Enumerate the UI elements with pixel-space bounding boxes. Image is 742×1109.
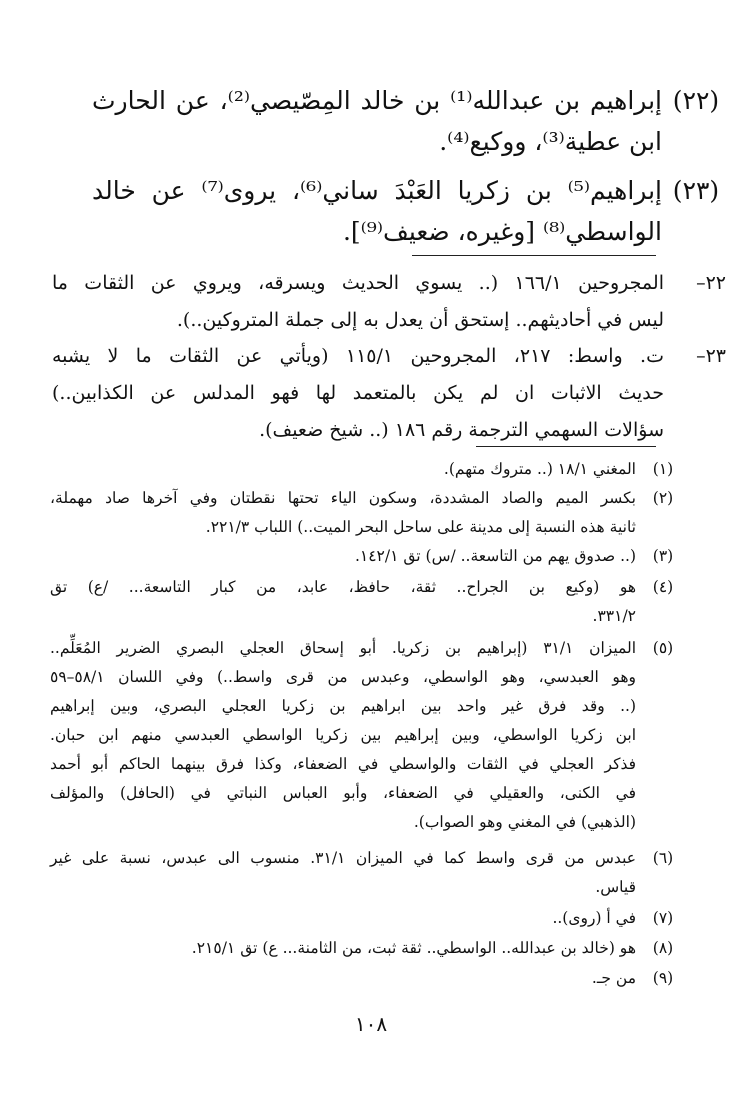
footnote-line: من جـ.: [591, 969, 636, 987]
footnote-5: [50, 634, 674, 837]
footnote-line: هو (وكيع بن الجراح.. ثقة، حافظ، عابد، من كبار التاسعة... /ع) تق: [50, 578, 636, 596]
takhrij-line: سؤالات السهمي الترجمة رقم ١٨٦ (.. شيخ ضعيف).: [259, 419, 664, 441]
footnote-line: (.. صدوق يهم من التاسعة.. /س) تق ١٤٢/١.: [354, 547, 636, 565]
footnote-line: ابن زكريا الواسطي، وبين إبراهيم بين زكريا الواسطي العبدسي منهم ابن حبان.: [50, 726, 636, 744]
footnote-9: [50, 964, 674, 993]
footnote-line: قياس.: [595, 878, 636, 896]
footnote-line: بكسر الميم والصاد المشددة، وسكون الياء تحتها نقطتان وفي آخرها صاد مهملة،: [50, 489, 636, 507]
footnote-number: (٩): [652, 969, 674, 987]
takhrij-line: ليس في أحاديثهم.. إستحق أن يعدل به إلى جملة المتروكين..).: [176, 309, 664, 331]
footnote-line: (.. وقد فرق غير واحد بين ابراهيم بن زكريا العجلي البصري، وبين إبراهيم: [50, 697, 636, 715]
page-number: ١٠٨: [354, 1012, 388, 1036]
main-entry-23: [92, 170, 720, 252]
footnote-number: (٣): [652, 547, 674, 565]
entry-number: (٢٣): [672, 176, 720, 205]
main-entry-22: [92, 80, 720, 162]
footnote-line: فذكر العجلي في الثقات والواسطي في الضعفاء، وكذا فرق بينهما الحاكم أبو أحمد: [50, 755, 636, 773]
footnote-line: ٣٣١/٢.: [592, 607, 636, 625]
footnote-4: [50, 573, 674, 631]
entry-line: الواسطي⁽⁸⁾ [وغيره، ضعيف⁽⁹⁾].: [342, 217, 662, 246]
footnote-1: [50, 455, 674, 484]
footnote-line: (الذهبي) في المغني وهو الصواب).: [413, 813, 636, 831]
footnote-divider: [476, 446, 656, 447]
footnote-number: (٥): [652, 639, 674, 657]
footnote-number: (٨): [652, 939, 674, 957]
footnote-line: ثانية هذه النسبة إلى مدينة على ساحل البحر الميت..) اللباب ٢٢١/٣.: [205, 518, 636, 536]
footnote-line: الميزان ٣١/١ (إبراهيم بن زكريا. أبو إسحاق العجلي البصري الضرير المُعَلِّم..: [50, 639, 636, 657]
footnote-number: (١): [652, 460, 674, 478]
footnote-line: عبدس من قرى واسط كما في الميزان ٣١/١. منسوب الى عبدس، نسبة على غير: [50, 849, 636, 867]
takhrij-line: حديث الاثبات ان لم يكن بالمتعمد لها فهو المدلس عن الكذابين..): [52, 382, 664, 404]
entry-line: إبراهيم بن عبدالله⁽¹⁾ بن خالد المِصّيصي⁽²⁾، عن الحارث: [92, 86, 663, 115]
takhrij-line: المجروحين ١٦٦/١ (.. يسوي الحديث ويسرقه، ويروي عن الثقات ما: [52, 272, 664, 294]
takhrij-number: ٢٢–: [696, 272, 726, 294]
footnote-number: (٦): [652, 849, 674, 867]
footnote-number: (٢): [652, 489, 674, 507]
footnote-7: [50, 904, 674, 933]
takhrij-note-22: [52, 265, 726, 339]
footnote-2: [50, 484, 674, 542]
takhrij-line: ت. واسط: ٢١٧، المجروحين ١١٥/١ (ويأتي عن الثقات ما لا يشبه: [52, 345, 664, 367]
footnote-line: المغني ١٨/١ (.. متروك متهم).: [443, 460, 636, 478]
entry-number: (٢٢): [672, 86, 720, 115]
entry-line: ابن عطية⁽³⁾، ووكيع⁽⁴⁾.: [439, 127, 662, 156]
footnote-line: هو (خالد بن عبدالله.. الواسطي.. ثقة ثبت، من الثامنة... ع) تق ٢١٥/١.: [191, 939, 636, 957]
section-divider: [412, 255, 656, 256]
footnote-line: في الكنى، والعقيلي في الضعفاء، وأبو العباس النباتي في (الحافل) والمؤلف: [50, 784, 636, 802]
footnote-8: [50, 934, 674, 963]
footnote-number: (٧): [652, 909, 674, 927]
footnote-6: [50, 844, 674, 902]
takhrij-note-23: [52, 338, 726, 449]
footnote-line: وهو العبدسي، وهو الواسطي، وعبدس من قرى واسط..) وفي اللسان ٥٨/١–٥٩: [50, 668, 636, 686]
footnote-number: (٤): [652, 578, 674, 596]
footnote-3: [50, 542, 674, 571]
footnote-line: في أ (روى)..: [552, 909, 636, 927]
takhrij-number: ٢٣–: [696, 345, 726, 367]
entry-line: إبراهيم⁽⁵⁾ بن زكريا العَبْدَ ساني⁽⁶⁾، يروى⁽⁷⁾ عن خالد: [92, 176, 662, 205]
